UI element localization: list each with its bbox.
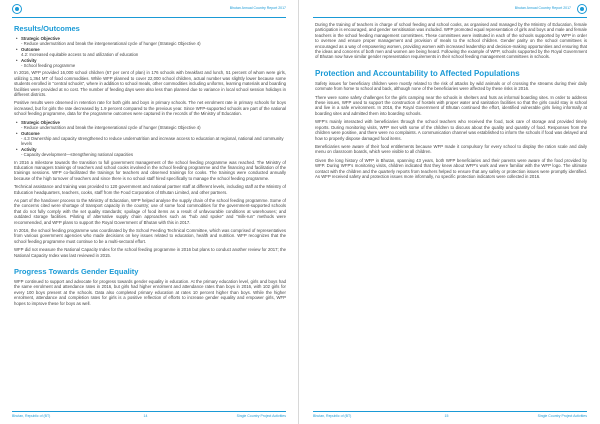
strategic-objective-value: - Reduce undernutrition and break the intergenerational cycle of hunger (Strategic Objective 4) bbox=[21, 41, 201, 47]
paragraph: WFP did not measure the National Capacity Index for the school feeding programme in 2016 but plans to conduct another review for 2017; the National Capacity Index was last reviewed in 2015. bbox=[14, 247, 286, 258]
footer-page-number: 15 bbox=[444, 414, 449, 418]
paragraph: In 2016, the school feeding programme was coordinated by the School Feeding Technical Committee, which was comprised of representatives from various government agencies who made decisions on key issues related to education, health and nutrition. WFP recognizes that the school feeding programme must continue to be a multi-sectoral effort. bbox=[14, 228, 286, 244]
activity-value: - School feeding programme bbox=[21, 63, 76, 69]
right-page-header bbox=[313, 3, 587, 18]
wfp-logo-icon bbox=[12, 4, 22, 14]
objective-block-1 bbox=[14, 36, 286, 68]
footer-country: Bhutan, Republic of (BT) bbox=[313, 414, 352, 418]
activity-value: - Capacity development—strengthening national capacities bbox=[21, 152, 134, 158]
left-page-content bbox=[14, 22, 286, 410]
footer-section: Single Country Project Activities bbox=[236, 414, 286, 418]
left-page bbox=[0, 0, 299, 424]
outcome-label: • Outcome bbox=[21, 131, 286, 136]
activity-label: • Activity bbox=[21, 58, 286, 63]
objective-block-2 bbox=[14, 120, 286, 158]
right-page bbox=[301, 0, 599, 424]
strategic-objective-value: - Reduce undernutrition and break the intergenerational cycle of hunger (Strategic Objective 4) bbox=[21, 125, 201, 131]
right-page-footer bbox=[313, 411, 587, 420]
right-header-title: Bhutan Annual Country Report 2017 bbox=[514, 6, 571, 10]
outcome-value: - 4.3 Ownership and capacity strengthened to reduce undernutrition and increase access to education at regional, national and community levels bbox=[21, 135, 284, 147]
paragraph: During the training of teachers in charge of school feeding and school cooks, as organised and managed by the Ministry of Education, female participation is encouraged, and gender sensitisation was included. WFP promoted equal representation of girls and boys and male and female teachers in the school feeding management committees. These committees were instituted in each of the schools supported by WFP in order to oversee and ensure proper management and provision of meals to the school children. Gender parity on the school committees is encouraged as a way of empowering women, providing women with increased leadership and decision-making opportunities and ensuring that the ideas and concerns of both men and women are being heard. Following the example of WFP, schools supported by the Royal Government of Bhutan now have similar gender representation requirements in their school feeding management committees in schools. bbox=[315, 22, 587, 60]
footer-section: Single Country Project Activities bbox=[537, 414, 587, 418]
outcome-label: • Outcome bbox=[21, 47, 286, 52]
paragraph: WFP continued to support and advocate for progress towards gender equality in education. At the primary education level, girls and boys had the same enrolment and attendance rates in 2016, but girls had higher enrolment and attendance rates than boys in 2016, with 102 girls for every 100 boys present at the schools. Data also completed primary education at rates 10 percent higher than boys. While the higher enrolment, attendance and completion rates for girls is a positive reflection of efforts to increase gender equality and empower girls, WFP hopes to improve these for boys as well. bbox=[14, 279, 286, 306]
protection-accountability-heading: Protection and Accountability to Affected Populations bbox=[315, 68, 520, 78]
paragraph: There were some safety challenges for the girls camping near the schools in shelters and huts as informal boarding sites. In order to address these issues, WFP used to support the construction of hostels with proper water and sanitation facilities so that the girls could stay in school and live in a safe environment. In 2016, the Royal Government of Bhutan continued the effort, identified vulnerable girls living informally at boarding sites and admitted them into boarding schools. bbox=[315, 94, 587, 116]
footer-page-number: 14 bbox=[143, 414, 148, 418]
left-header-title: Bhutan Annual Country Report 2017 bbox=[229, 6, 286, 10]
results-outcomes-heading: Results/Outcomes bbox=[14, 24, 80, 33]
paragraph: Beneficiaries were aware of their food entitlements because WFP made it compulsory for every school to display the ration scale and daily menu on classroom boards, which were visible to all children. bbox=[315, 143, 587, 155]
activity-label: • Activity bbox=[21, 147, 286, 152]
paragraph: In 2016 a milestone towards the transition to full government management of the school feeding programme was reached. The Ministry of Education managers trainings of teachers and school cooks involved in the school feeding programme and the financing and facilitation of the trainings sessions. WFP co-facilitated the trainings for teachers and observed trainings for cooks. The trainings were conducted annually because of the high turnover of teachers and since there is no school staff hired specifically to manage the school feeding programme. bbox=[14, 159, 286, 181]
strategic-objective-label: • Strategic Objective bbox=[21, 120, 286, 125]
strategic-objective-label: • Strategic Objective bbox=[21, 36, 286, 41]
paragraph: WFP's mainly interacted with beneficiaries through the school teachers who received the food, took care of storage and provided timely reports. During monitoring visits, WFP met with some of the children to discuss about the quality and quantity of food. Responses from the children were positive, and there were no complaints. A communication channel was established to inform the schools if food was delayed and how to properly dispose damaged food items. bbox=[315, 119, 587, 141]
paragraph: Safety issues for beneficiary children were mostly related to the risk of attacks by wild animals or of crossing the streams during their daily commute from home to school and back, although none of the beneficiaries were affected by these risks in 2016. bbox=[315, 80, 587, 92]
paragraph: In 2016, WFP provided 16,000 school children (67 per cent of plan) in 176 schools with breakfast and lunch, 51 percent of whom were girls, utilizing 1,364 MT of food commodities. While WFP planned to cover 22,000 school children, actual number was slightly lower because some students enrolled in "central schools", where in addition to school meals, other commodities including uniforms, learning materials and boarding facilities were provided at no cost. The number of feeding days were also less than planned due to variance in local school session holidays in different districts. bbox=[14, 70, 286, 98]
paragraph: Positive results were observed in retention rate for both girls and boys in primary schools. The net enrolment rate in primary schools for boys increased, but for girls the rate decreased by 1.9 percent compared to the previous year. Since WFP-supported schools are part of the national school feeding programme, data for the programme outcomes were captured in the records of the Ministry of Education. bbox=[14, 100, 286, 117]
gender-equality-heading: Progress Towards Gender Equality bbox=[14, 267, 139, 277]
outcome-value: 4.2: Increased equitable access to and utilization of education bbox=[21, 52, 139, 58]
footer-country: Bhutan, Republic of (BT) bbox=[12, 414, 51, 418]
left-page-header bbox=[12, 3, 286, 18]
paragraph: Technical assistance and training was provided to 120 government and national partner staff at different levels, including staff at the Ministry of Education headquarters, teachers, cooks, staff from the Food Corporation of Bhutan Limited, and other partners. bbox=[14, 184, 286, 195]
right-page-content bbox=[315, 22, 587, 410]
paragraph: As part of the handover process to the Ministry of Education, WFP helped analyse the supply chain of the school feeding programme. Some of the concerns cited were shortage of transport capacity in the country; use of some food commodities for the government-supported schools that do not fully comply with the set quality standards; spoilage of food items as a result of unfavourable conditions at warehouses; and outdated storage facilities. Piloting of alternative supply chain approaches such as "hub and spoke" and "milk-run" methods were recommended, and WFP plans to support the Royal Government of Bhutan with this in 2017. bbox=[14, 197, 286, 225]
paragraph: Given the long history of WFP in Bhutan, spanning 43 years, both WFP beneficiaries and their parents were aware of the food provided by WFP. During WFP's monitoring visits, children indicated that they knew about WFP's work and were familiar with the WFP logo. The ultimate contact with the children and the quarterly reports from teachers helped to ensure that any safety or protection issues were promptly identified. As WFP received safety and protection issues more informally, no specific protection indicators were collected in 2016. bbox=[315, 157, 587, 179]
left-page-footer bbox=[12, 411, 286, 420]
wfp-logo-icon bbox=[577, 4, 587, 14]
